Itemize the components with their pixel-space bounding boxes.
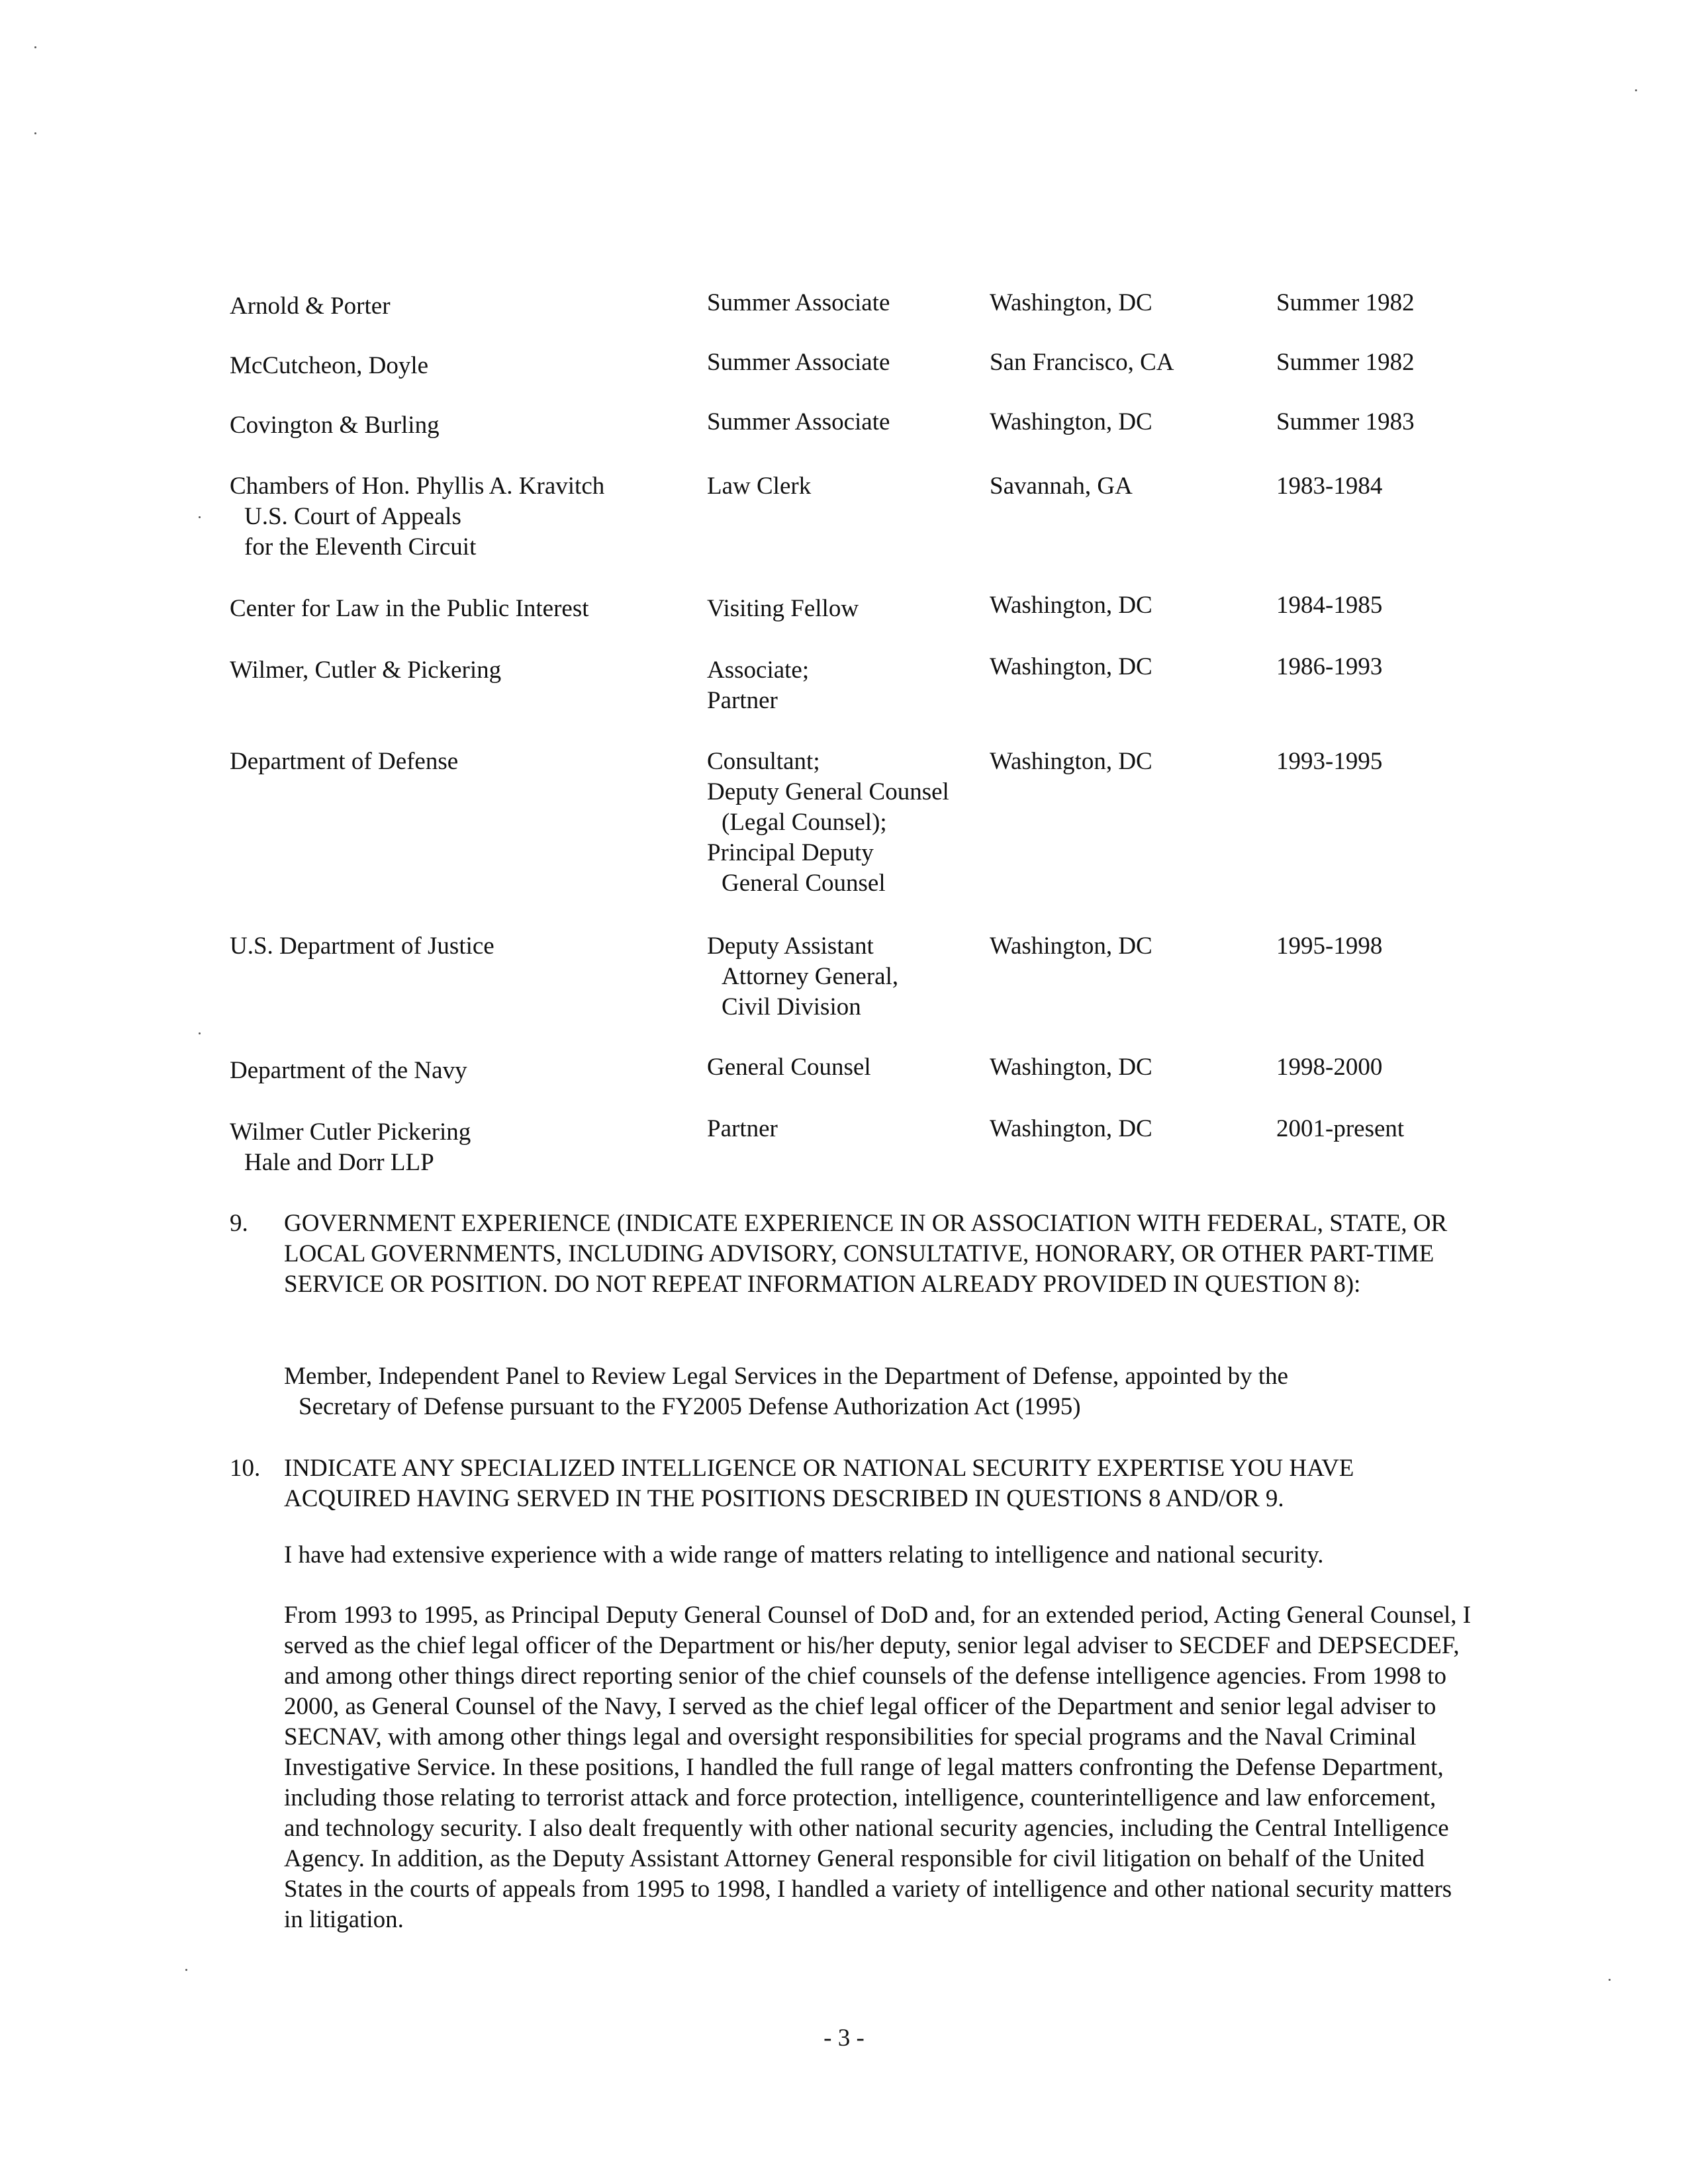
question-number: 9. bbox=[230, 1210, 248, 1237]
employer: Center for Law in the Public Interest bbox=[230, 595, 589, 622]
question-text: INDICATE ANY SPECIALIZED INTELLIGENCE OR NATIONAL SECURITY EXPERTISE YOU HAVE ACQUIRED HAVING SERVED IN THE POSITIONS DESCRIBED IN QUESTIONS 8 AND/OR 9. bbox=[284, 1455, 1354, 1512]
page-number: - 3 - bbox=[823, 2025, 865, 2052]
position-title: Summer Associate bbox=[707, 408, 890, 435]
dates: 1993-1995 bbox=[1276, 748, 1383, 775]
question-9-answer: Member, Independent Panel to Review Legal Services in the Department of Defense, appointed by the Secretary of Defense pursuant to the FY2005 Defense Authorization Act (1995) bbox=[284, 1363, 1289, 1420]
dates: 1984-1985 bbox=[1276, 592, 1383, 619]
dates: Summer 1983 bbox=[1276, 408, 1415, 435]
location: Savannah, GA bbox=[990, 473, 1133, 500]
dates: 1986-1993 bbox=[1276, 653, 1383, 680]
scan-speck bbox=[199, 516, 201, 518]
dates: Summer 1982 bbox=[1276, 289, 1415, 316]
scan-speck bbox=[1635, 89, 1637, 91]
scan-speck bbox=[199, 1032, 201, 1034]
employer: Covington & Burling bbox=[230, 412, 440, 439]
position-title: Deputy Assistant Attorney General, Civil Division bbox=[707, 933, 899, 1021]
position-title: Visiting Fellow bbox=[707, 595, 859, 622]
location: Washington, DC bbox=[990, 933, 1152, 960]
question-10-answer-intro: I have had extensive experience with a wide range of matters relating to intelligence and national security. bbox=[284, 1541, 1324, 1569]
employer: Department of Defense bbox=[230, 748, 459, 775]
employer: Chambers of Hon. Phyllis A. Kravitch U.S. Court of Appeals for the Eleventh Circuit bbox=[230, 473, 605, 561]
employer: Wilmer, Cutler & Pickering bbox=[230, 657, 502, 684]
scan-speck bbox=[34, 46, 36, 48]
position-title: Associate; Partner bbox=[707, 657, 810, 714]
question-10-answer-detail: From 1993 to 1995, as Principal Deputy General Counsel of DoD and, for an extended period, Acting General Counsel, I served as the chief legal officer of the Department or his/her deputy, senior legal adviser to SECDEF and DEPSECDEF, and among other things direct reporting senior of the chief counsels of the defense intelligence agencies. From 1998 to 2000, as General Counsel of the Navy, I served as the chief legal officer of the Department and senior legal adviser to SECNAV, with among other things legal and oversight responsibilities for special programs and the Naval Criminal Investigative Service. In these positions, I handled the full range of legal matters confronting the Defense Department, including those relating to terrorist attack and force protection, intelligence, counterintelligence and law enforcement, and technology security. I also dealt frequently with other national security agencies, including the Central Intelligence Agency. In addition, as the Deputy Assistant Attorney General responsible for civil litigation on behalf of the United States in the courts of appeals from 1995 to 1998, I handled a variety of intelligence and other national security matters in litigation. bbox=[284, 1602, 1472, 1933]
scan-speck bbox=[185, 1969, 187, 1971]
position-title: General Counsel bbox=[707, 1054, 871, 1081]
position-title: Partner bbox=[707, 1115, 778, 1142]
location: Washington, DC bbox=[990, 653, 1152, 680]
dates: 2001-present bbox=[1276, 1115, 1405, 1142]
employer: Department of the Navy bbox=[230, 1057, 467, 1084]
employer: Wilmer Cutler Pickering Hale and Dorr LLP bbox=[230, 1118, 471, 1176]
question-text: GOVERNMENT EXPERIENCE (INDICATE EXPERIENCE IN OR ASSOCIATION WITH FEDERAL, STATE, OR LOCAL GOVERNMENTS, INCLUDING ADVISORY, CONSULTATIVE, HONORARY, OR OTHER PART-TIME SERVICE OR POSITION. DO NOT REPEAT INFORMATION ALREADY PROVIDED IN QUESTION 8): bbox=[284, 1210, 1448, 1298]
dates: 1983-1984 bbox=[1276, 473, 1383, 500]
dates: Summer 1982 bbox=[1276, 349, 1415, 376]
employer: U.S. Department of Justice bbox=[230, 933, 494, 960]
employer: McCutcheon, Doyle bbox=[230, 352, 429, 379]
scan-speck bbox=[1609, 1979, 1611, 1981]
employer: Arnold & Porter bbox=[230, 293, 391, 320]
location: Washington, DC bbox=[990, 592, 1152, 619]
position-title: Consultant; Deputy General Counsel (Legal Counsel); Principal Deputy General Counsel bbox=[707, 748, 949, 897]
location: Washington, DC bbox=[990, 289, 1152, 316]
location: San Francisco, CA bbox=[990, 349, 1174, 376]
location: Washington, DC bbox=[990, 1054, 1152, 1081]
scan-speck bbox=[34, 132, 36, 134]
position-title: Law Clerk bbox=[707, 473, 812, 500]
question-number: 10. bbox=[230, 1455, 261, 1482]
location: Washington, DC bbox=[990, 1115, 1152, 1142]
position-title: Summer Associate bbox=[707, 289, 890, 316]
location: Washington, DC bbox=[990, 748, 1152, 775]
position-title: Summer Associate bbox=[707, 349, 890, 376]
location: Washington, DC bbox=[990, 408, 1152, 435]
dates: 1995-1998 bbox=[1276, 933, 1383, 960]
dates: 1998-2000 bbox=[1276, 1054, 1383, 1081]
